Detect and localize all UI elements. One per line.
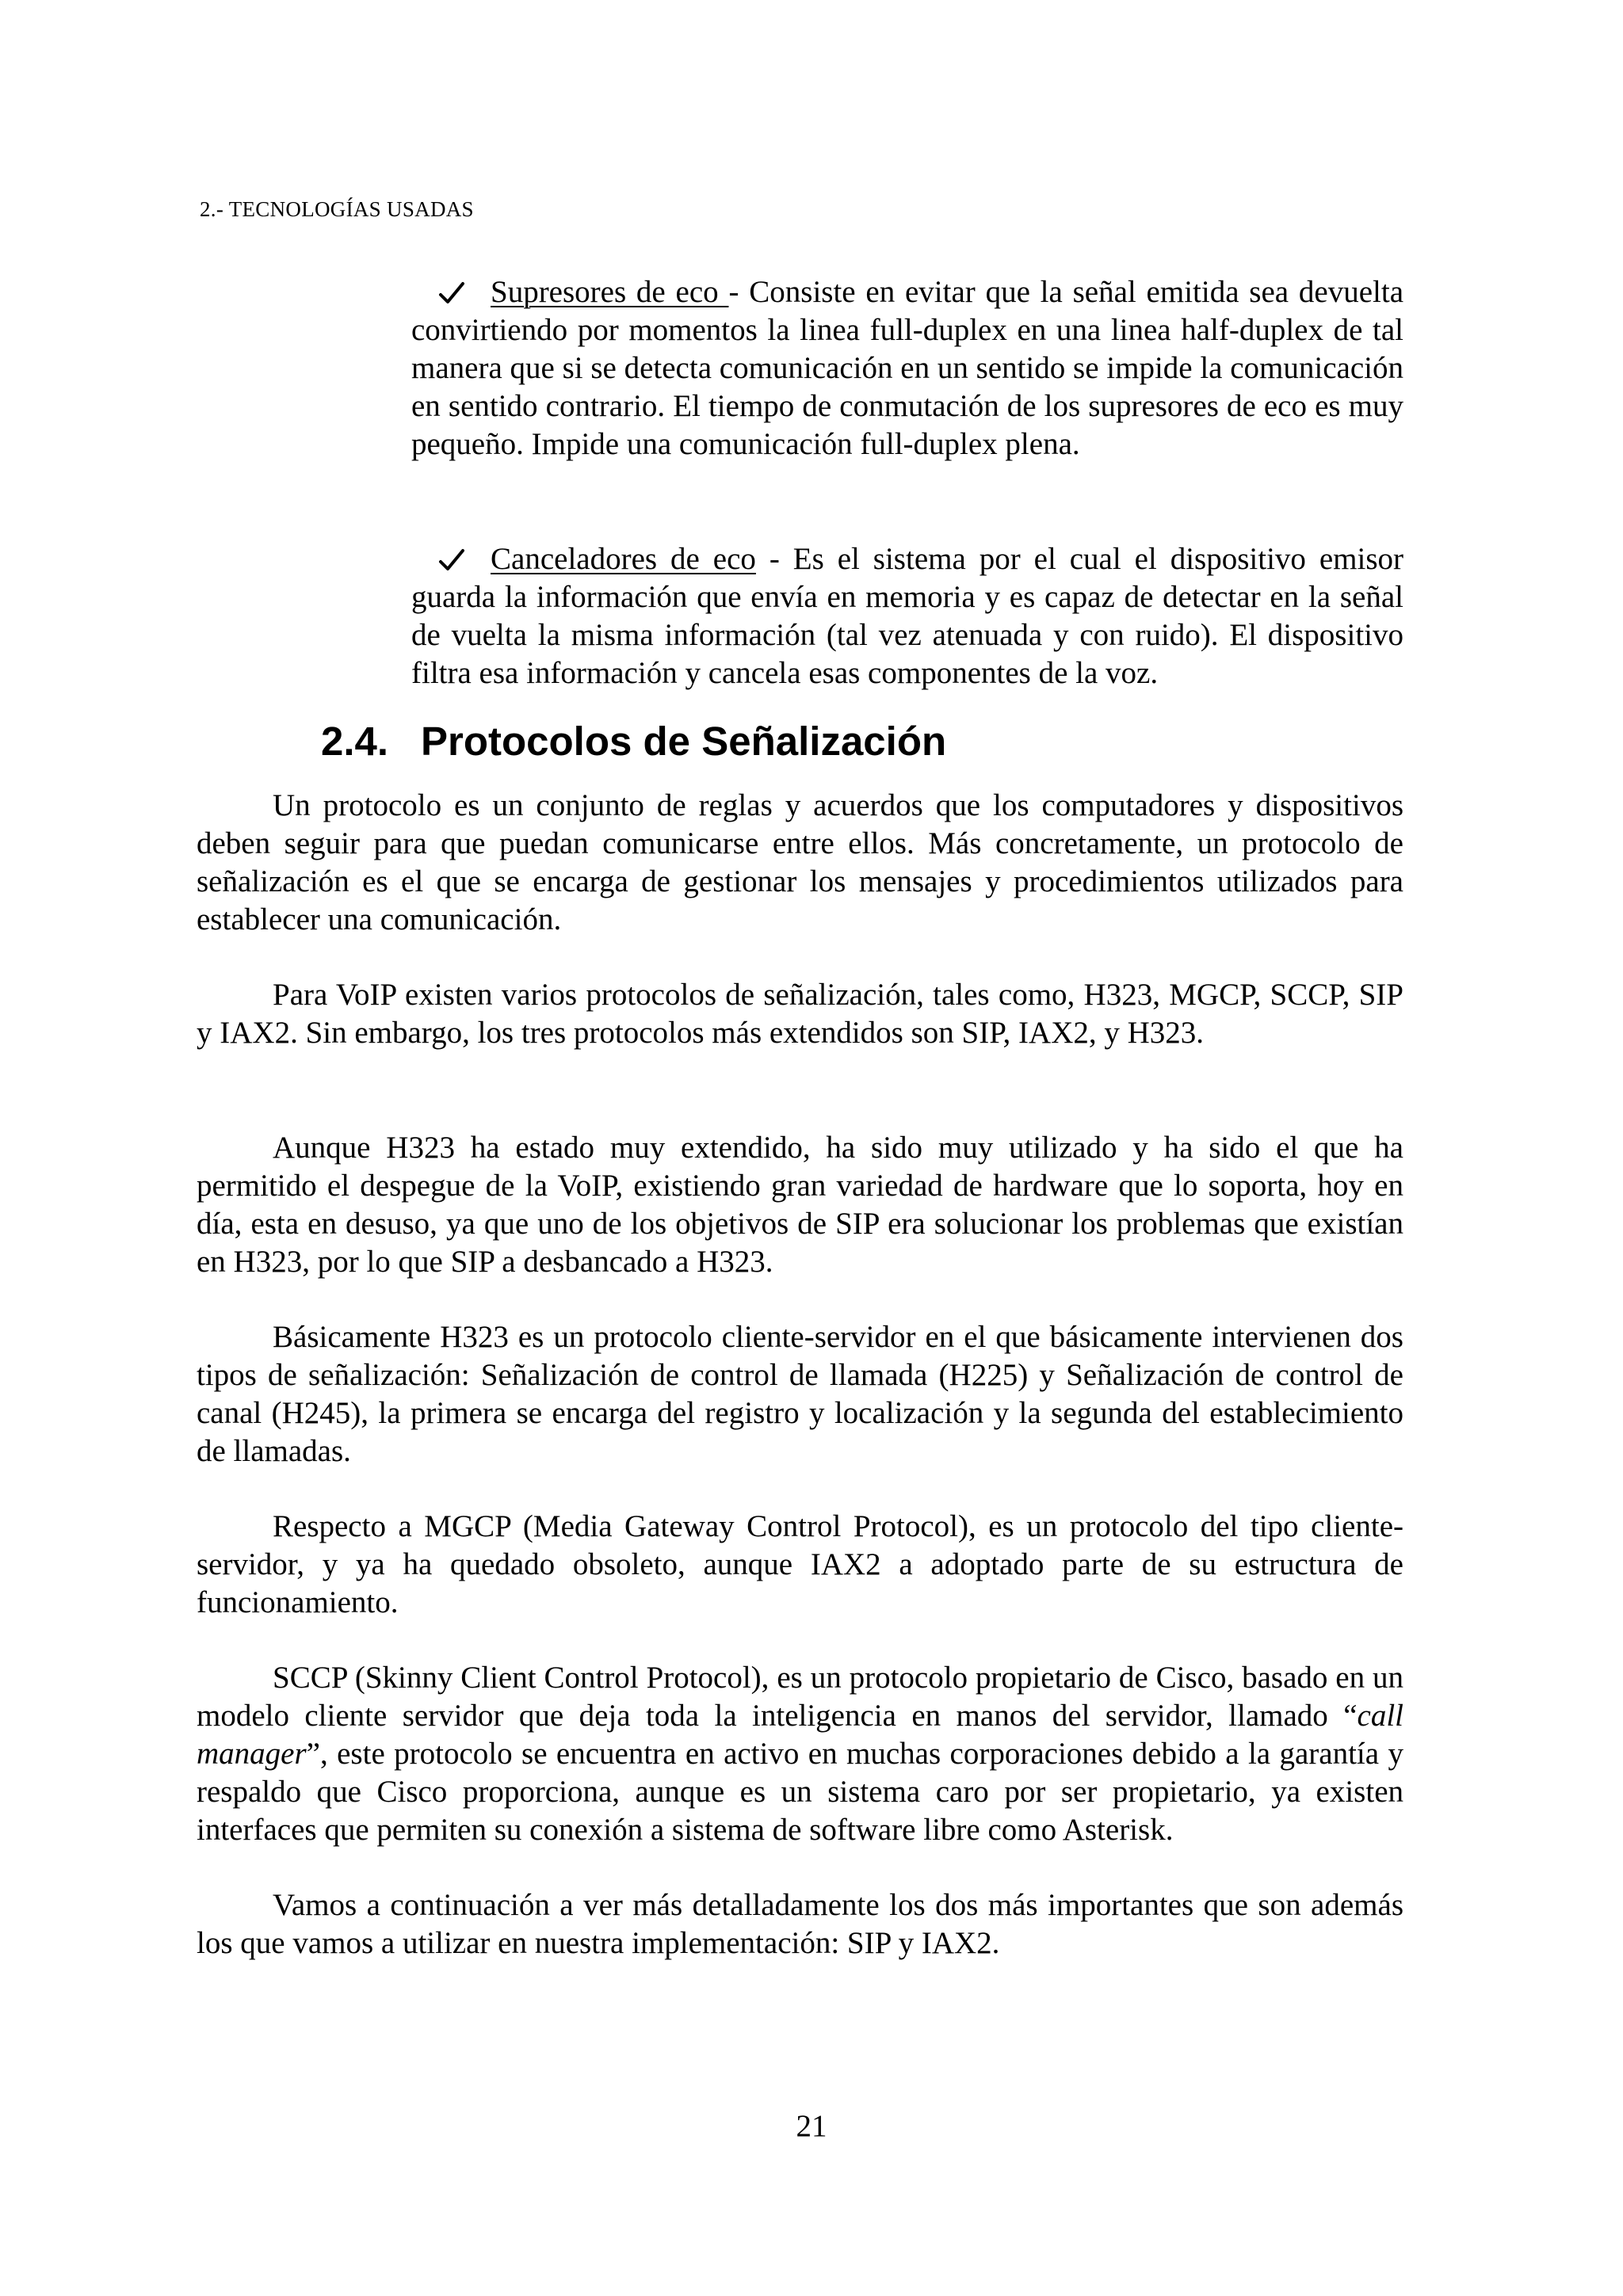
checkmark-icon: [438, 548, 465, 572]
bullet-item-canceladores: [411, 540, 1403, 692]
body-paragraph: Básicamente H323 es un protocolo cliente-servidor en el que básicamente intervienen dos tipos de señalización: Señalización de control de llamada (H225) y Señalización de control de canal (H245), la primera se encarga del registro y localización y la segunda del establecimiento de llamadas.: [197, 1320, 1403, 1468]
body-paragraph: Para VoIP existen varios protocolos de señalización, tales como, H323, MGCP, SCCP, SIP y IAX2. Sin embargo, los tres protocolos más extendidos son SIP, IAX2, y H323.: [197, 978, 1403, 1050]
checkmark-icon: [438, 281, 465, 305]
section-number: 2.4.: [321, 719, 389, 764]
body-paragraph: Aunque H323 ha estado muy extendido, ha sido muy utilizado y ha sido el que ha permitido el despegue de la VoIP, existiendo gran variedad de hardware que lo soporta, hoy en día, esta en desuso, ya que uno de los objetivos de SIP era solucionar los problemas que existían en H323, por lo que SIP a desbancado a H323.: [197, 1131, 1403, 1279]
bullet-text: - Consiste en evitar que la señal emitida sea devuelta convirtiendo por momentos la linea full-duplex en una linea half-duplex de tal manera que si se detecta comunicación en un sentido se impide la comunicación en sentido contrario. El tiempo de conmutación de los supresores de eco es muy pequeño. Impide una comunicación full-duplex plena.: [411, 275, 1404, 461]
running-header: 2.- TECNOLOGÍAS USADAS: [200, 197, 474, 221]
call-manager-term: call manager: [197, 1699, 1403, 1771]
page-number: 21: [796, 2109, 827, 2143]
bullet-term: Supresores de eco: [491, 275, 729, 309]
bullet-item-supresores: [411, 273, 1403, 463]
bullet-text: - Es el sistema por el cual el dispositivo emisor guarda la información que envía en memoria y es capaz de detectar en la señal de vuelta la misma información (tal vez atenuada y con ruido). El dispositivo filtra esa información y cancela esas componentes de la voz.: [411, 542, 1403, 690]
sccp-text-before: SCCP (Skinny Client Control Protocol), es un protocolo propietario de Cisco, basado en un modelo cliente servidor que deja toda la inteligencia en manos del servidor, llamado “: [197, 1661, 1403, 1733]
body-paragraph: Un protocolo es un conjunto de reglas y acuerdos que los computadores y dispositivos deben seguir para que puedan comunicarse entre ellos. Más concretamente, un protocolo de señalización es el que se encarga de gestionar los mensajes y procedimientos utilizados para establecer una comunicación.: [197, 788, 1403, 936]
section-heading: [321, 717, 946, 766]
section-title: Protocolos de Señalización: [421, 719, 947, 764]
bullet-term: Canceladores de eco: [491, 542, 756, 576]
body-paragraph-closing: Vamos a continuación a ver más detalladamente los dos más importantes que son además los que vamos a utilizar en nuestra implementación: SIP y IAX2.: [197, 1888, 1403, 1960]
sccp-text-after: ”, este protocolo se encuentra en activo en muchas corporaciones debido a la garantía y respaldo que Cisco proporciona, aunque es un sistema caro por ser propietario, ya existen interfaces que permiten su conexión a sistema de software libre como Asterisk.: [197, 1737, 1403, 1847]
body-paragraph: Respecto a MGCP (Media Gateway Control Protocol), es un protocolo del tipo cliente-servidor, y ya ha quedado obsoleto, aunque IAX2 a adoptado parte de su estructura de funcionamiento.: [197, 1509, 1403, 1619]
body-paragraph-sccp: [197, 1659, 1403, 1849]
